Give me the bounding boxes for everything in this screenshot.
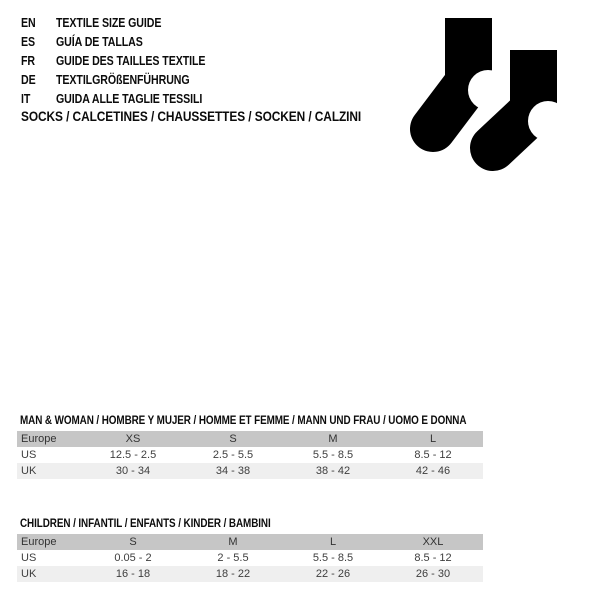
size-cell: 22 - 26 — [315, 568, 351, 580]
children-table — [17, 534, 483, 582]
guide-title-de: TEXTILGRÖßENFÜHRUNG — [56, 72, 190, 87]
size-cell: 16 - 18 — [115, 568, 151, 580]
children-size-table — [17, 514, 483, 582]
language-row-en — [21, 14, 232, 33]
language-code: DE — [21, 72, 36, 87]
size-cell: 8.5 - 12 — [414, 552, 452, 564]
language-list — [21, 14, 232, 108]
language-code: FR — [21, 53, 35, 68]
size-cell: 2 - 5.5 — [217, 552, 249, 564]
header-cell-region: Europe — [21, 536, 57, 548]
language-row-de — [21, 70, 232, 89]
table-row-uk — [17, 566, 483, 582]
adult-table-title: MAN & WOMAN / HOMBRE Y MUJER / HOMME ET FEMME / MANN UND FRAU / UOMO E DONNA — [20, 415, 467, 427]
size-cell: 30 - 34 — [115, 465, 151, 477]
size-cell: 2.5 - 5.5 — [212, 449, 254, 461]
size-cell: 5.5 - 8.5 — [312, 552, 354, 564]
header-cell-size: M — [228, 536, 238, 548]
size-cell: 5.5 - 8.5 — [312, 449, 354, 461]
language-row-it — [21, 89, 232, 108]
table-header-row — [17, 534, 483, 550]
header-cell-region: Europe — [21, 433, 57, 445]
size-cell: 38 - 42 — [315, 465, 351, 477]
table-row-us — [17, 550, 483, 566]
row-label: UK — [21, 568, 37, 580]
guide-title-en: TEXTILE SIZE GUIDE — [56, 16, 162, 31]
table-row-uk — [17, 463, 483, 479]
language-code: EN — [21, 16, 36, 31]
header-cell-size: L — [429, 433, 437, 445]
language-row-fr — [21, 52, 232, 71]
category-line: SOCKS / CALCETINES / CHAUSSETTES / SOCKEN / CALZINI — [21, 108, 362, 124]
guide-title-fr: GUIDE DES TAILLES TEXTILE — [56, 53, 206, 68]
table-header-row — [17, 431, 483, 447]
header-cell-size: S — [229, 433, 237, 445]
header-cell-size: XS — [125, 433, 141, 445]
size-cell: 0.05 - 2 — [114, 552, 152, 564]
sock-left — [433, 18, 508, 129]
guide-title-es: GUÍA DE TALLAS — [56, 35, 143, 50]
size-cell: 34 - 38 — [215, 465, 251, 477]
size-cell: 26 - 30 — [415, 568, 451, 580]
adult-size-table — [17, 411, 483, 479]
row-label: US — [21, 449, 37, 461]
header-cell-size: M — [328, 433, 338, 445]
children-table-title: CHILDREN / INFANTIL / ENFANTS / KINDER / BAMBINI — [20, 518, 271, 530]
guide-title-it: GUIDA ALLE TAGLIE TESSILI — [56, 91, 203, 106]
header-cell-size: XXL — [422, 536, 444, 548]
header-cell-size: S — [129, 536, 137, 548]
language-code: ES — [21, 35, 36, 50]
size-cell: 42 - 46 — [415, 465, 451, 477]
table-row-us — [17, 447, 483, 463]
language-row-es — [21, 33, 232, 52]
size-cell: 18 - 22 — [215, 568, 251, 580]
size-cell: 12.5 - 2.5 — [109, 449, 157, 461]
adult-table — [17, 431, 483, 479]
row-label: US — [21, 552, 37, 564]
size-cell: 8.5 - 12 — [414, 449, 452, 461]
row-label: UK — [21, 465, 37, 477]
socks-icon — [400, 8, 570, 186]
language-code: IT — [21, 91, 31, 106]
header-cell-size: L — [329, 536, 337, 548]
